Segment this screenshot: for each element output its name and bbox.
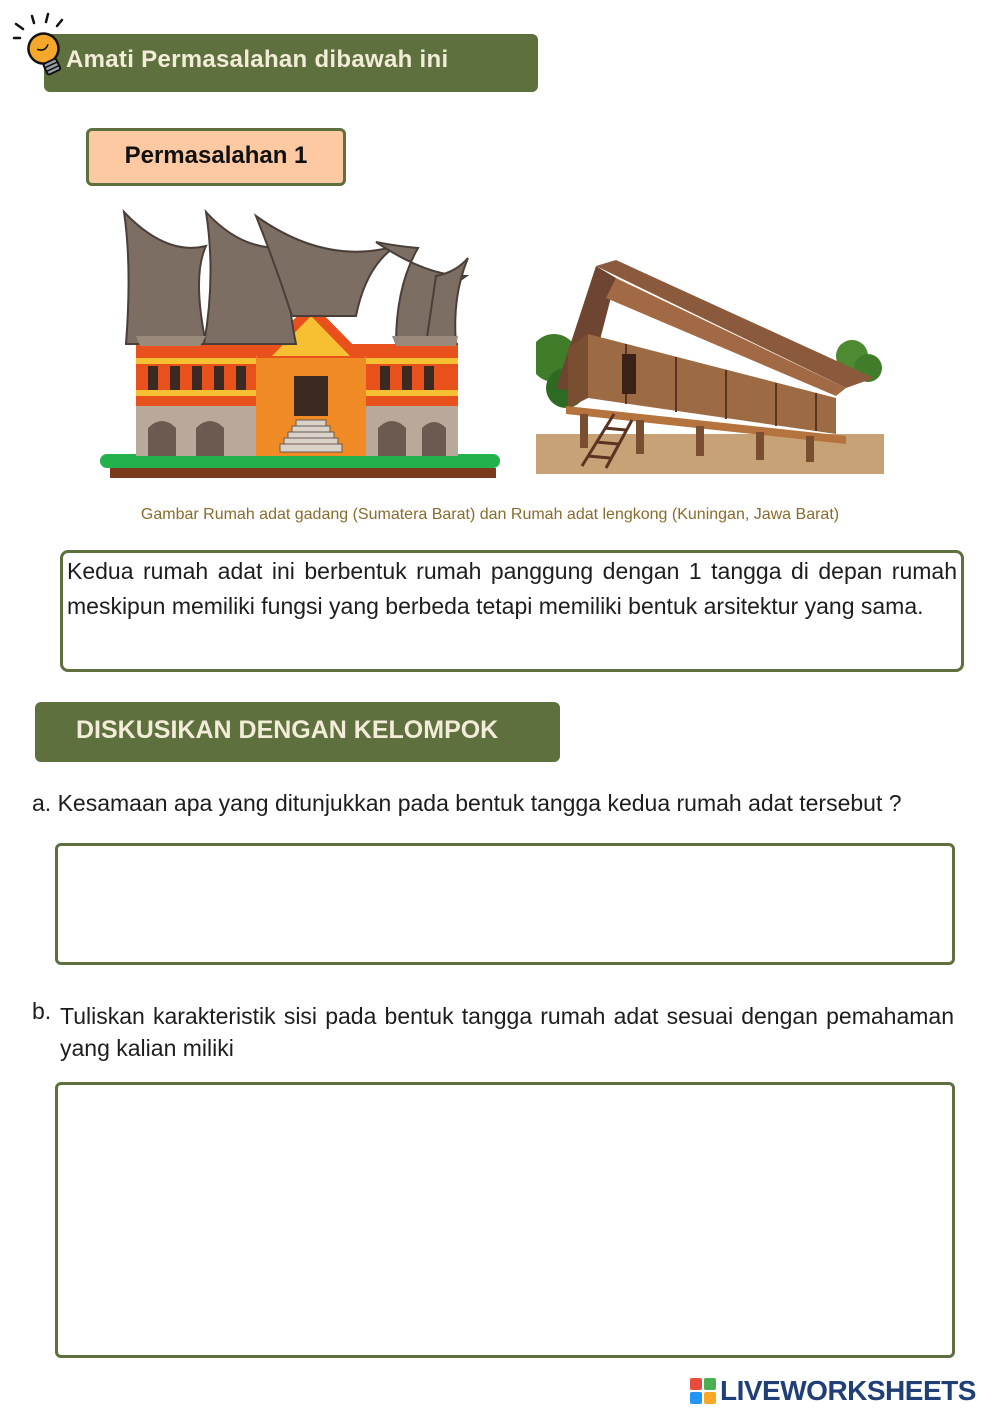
rumah-gadang-image	[96, 206, 506, 482]
question-b: Tuliskan karakteristik sisi pada bentuk tangga rumah adat sesuai dengan pemahaman yang kalian miliki	[60, 1003, 954, 1061]
discussion-title: DISKUSIKAN DENGAN KELOMPOK	[76, 716, 499, 744]
image-caption: Gambar Rumah adat gadang (Sumatera Barat) dan Rumah adat lengkong (Kuningan, Jawa Barat)	[140, 506, 840, 523]
answer-b-field[interactable]	[55, 1082, 955, 1358]
question-b-letter: b.	[32, 998, 52, 1024]
liveworksheets-logo[interactable]	[690, 1374, 976, 1408]
lightbulb-icon	[6, 8, 72, 84]
statement-text: Kedua rumah adat ini berbentuk rumah panggung dengan 1 tangga di depan rumah meskipun memiliki fungsi yang berbeda tetapi memiliki bentuk arsitektur yang sama.	[67, 558, 957, 619]
answer-a-field[interactable]	[55, 843, 955, 965]
header-title: Amati Permasalahan dibawah ini	[66, 46, 449, 73]
liveworksheets-icon	[690, 1378, 716, 1404]
rumah-lengkong-image	[536, 238, 884, 474]
liveworksheets-brand: LIVEWORKSHEETS	[720, 1375, 976, 1406]
question-a: a. Kesamaan apa yang ditunjukkan pada bentuk tangga kedua rumah adat tersebut ?	[32, 790, 902, 816]
problem-badge-label: Permasalahan 1	[124, 142, 308, 169]
